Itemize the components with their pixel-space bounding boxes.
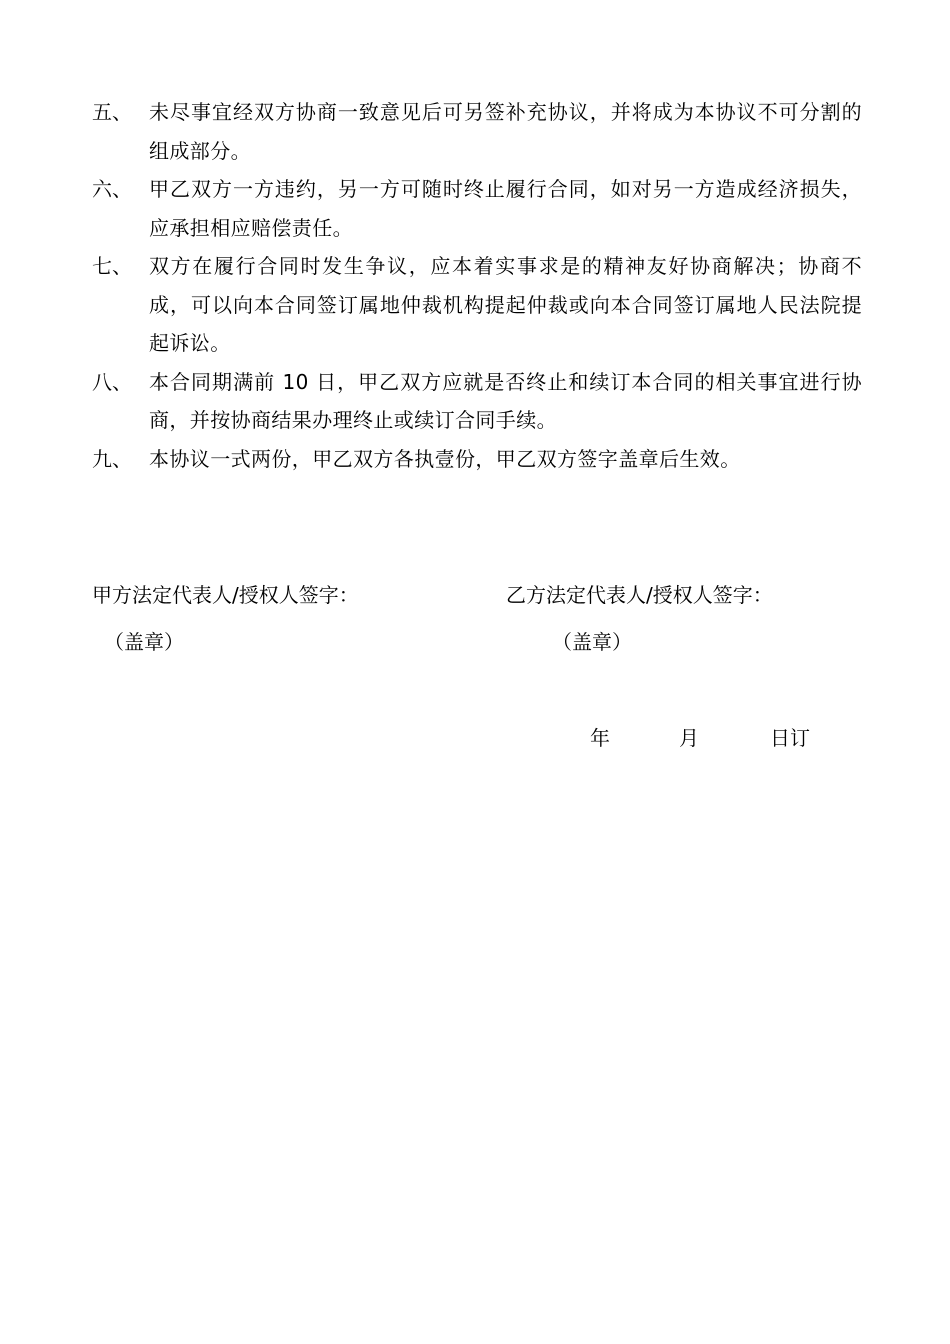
party-a-signature-label: 甲方法定代表人/授权人签字： xyxy=(92,583,359,607)
clause-text: 本协议一式两份，甲乙双方各执壹份，甲乙双方签字盖章后生效。 xyxy=(149,446,741,471)
clause-6 xyxy=(92,170,862,247)
party-b-signature-label: 乙方法定代表人/授权人签字： xyxy=(506,583,773,607)
clause-number: 六、 xyxy=(92,177,132,201)
party-b-seal: （盖章） xyxy=(552,630,632,654)
clause-9 xyxy=(92,440,862,479)
clause-text: 甲乙双方一方违约，另一方可随时终止履行合同，如对另一方造成经济损失，应承担相应赔偿责任。 xyxy=(149,177,862,240)
clause-text: 本合同期满前 10 日，甲乙双方应就是否终止和续订本合同的相关事宜进行协商，并按协商结果办理终止或续订合同手续。 xyxy=(149,369,862,432)
clause-number: 九、 xyxy=(92,446,132,471)
clause-5 xyxy=(92,93,862,170)
clause-text: 未尽事宜经双方协商一致意见后可另签补充协议，并将成为本协议不可分割的组成部分。 xyxy=(149,100,862,163)
clause-7 xyxy=(92,247,862,363)
clause-number: 七、 xyxy=(92,254,132,278)
contract-clauses xyxy=(92,93,862,478)
clause-number: 八、 xyxy=(92,369,132,394)
date-day: 日订 xyxy=(770,726,810,750)
clause-text: 双方在履行合同时发生争议，应本着实事求是的精神友好协商解决；协商不成，可以向本合同签订属地仲裁机构提起仲裁或向本合同签订属地人民法院提起诉讼。 xyxy=(149,254,862,355)
date-month: 月 xyxy=(679,726,699,750)
clause-8 xyxy=(92,363,862,440)
party-a-seal: （盖章） xyxy=(104,630,184,654)
date-year: 年 xyxy=(590,726,610,750)
clause-number: 五、 xyxy=(92,100,132,124)
